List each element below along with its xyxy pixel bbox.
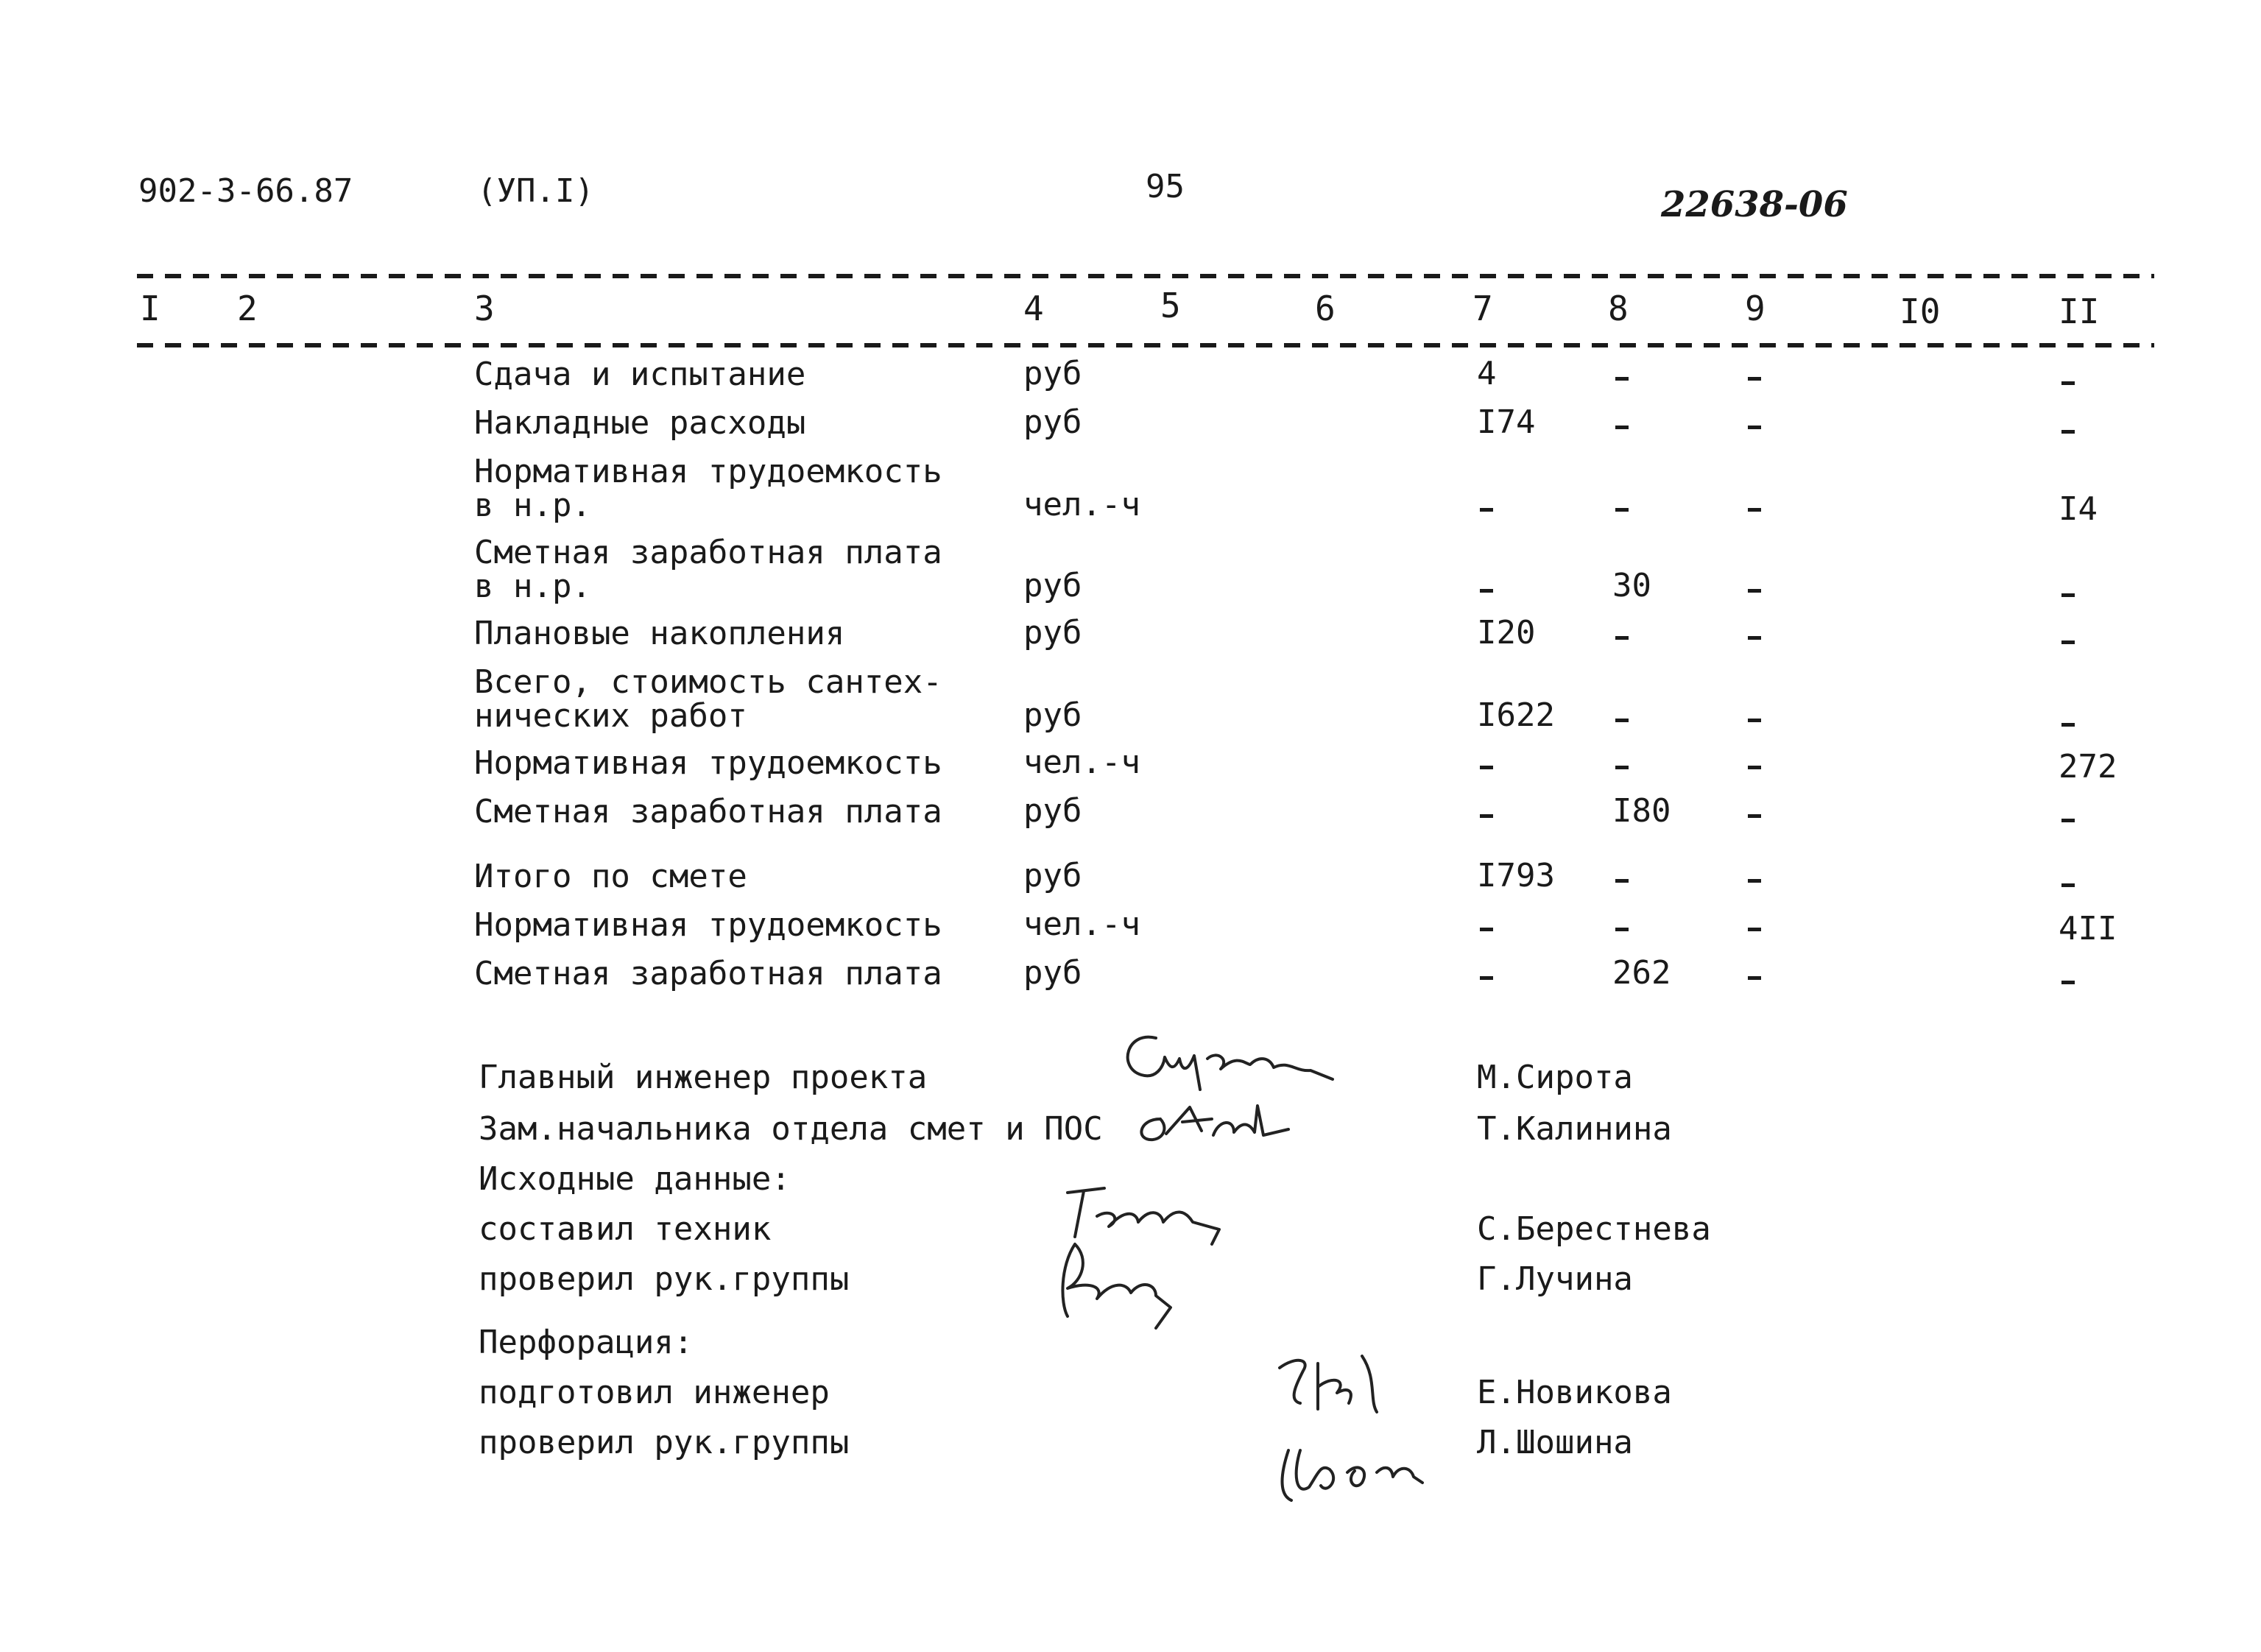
dash-mark (1615, 426, 1629, 429)
page-number: 95 (1146, 168, 1185, 205)
row-name: Итого по смете (474, 858, 747, 895)
dash-mark (2061, 593, 2075, 597)
signature-kalinina-handwritten (1131, 1097, 1293, 1156)
dash-mark (1615, 879, 1629, 883)
dash-mark (1748, 814, 1761, 818)
dash-mark (2061, 883, 2075, 887)
dash-mark (1480, 814, 1493, 818)
signature-novikova-handwritten (1266, 1341, 1391, 1422)
dash-mark (1480, 589, 1493, 593)
row-name: Всего, стоимость сантех- нических работ (474, 663, 942, 735)
row-col7: I622 (1477, 696, 1555, 734)
row-unit: руб (1023, 857, 1082, 894)
album-label: (УП.I) (477, 172, 594, 210)
col-number: 6 (1315, 289, 1336, 328)
row-unit: руб (1023, 614, 1082, 652)
signature-luchina-handwritten (1045, 1237, 1193, 1332)
signature-role: Перфорация: (479, 1324, 694, 1361)
dash-mark (2061, 640, 2075, 644)
dash-mark (1480, 928, 1493, 931)
table-top-rule (137, 274, 2154, 278)
dash-mark (1748, 377, 1761, 381)
signature-role: Главный инженер проекта (479, 1059, 928, 1096)
dash-mark (1748, 766, 1761, 769)
dash-mark (1748, 508, 1761, 512)
signature-name: М.Сирота (1477, 1059, 1633, 1096)
dash-mark (1615, 377, 1629, 381)
col-number: 8 (1608, 289, 1629, 328)
dash-mark (1748, 879, 1761, 883)
dash-mark (1480, 976, 1493, 980)
row-unit: чел.-ч (1023, 486, 1140, 523)
col-number: II (2059, 292, 2100, 331)
dash-mark (1615, 508, 1629, 512)
row-col11: 4II (2059, 910, 2117, 947)
row-col8: I80 (1612, 792, 1671, 830)
dash-mark (1615, 766, 1629, 769)
dash-mark (2061, 819, 2075, 822)
col-number: 5 (1160, 286, 1181, 325)
signature-name: Г.Лучина (1477, 1260, 1633, 1298)
dash-mark (1615, 636, 1629, 640)
dash-mark (1480, 508, 1493, 512)
row-unit: руб (1023, 696, 1082, 734)
dash-mark (1480, 766, 1493, 769)
row-unit: чел.-ч (1023, 906, 1140, 943)
row-unit: руб (1023, 567, 1082, 604)
signature-role: проверил рук.группы (479, 1424, 850, 1461)
row-col8: 30 (1612, 567, 1651, 604)
row-col7: I793 (1477, 857, 1555, 894)
row-col11: 272 (2059, 748, 2117, 786)
row-name: Сметная заработная плата (474, 793, 942, 830)
dash-mark (1615, 719, 1629, 722)
row-unit: руб (1023, 792, 1082, 830)
dash-mark (1748, 426, 1761, 429)
row-col11: I4 (2059, 490, 2098, 528)
table-header-rule (137, 343, 2154, 347)
dash-mark (1748, 589, 1761, 593)
row-unit: руб (1023, 954, 1082, 992)
row-name: Накладные расходы (474, 404, 806, 442)
signature-name: С.Берестнева (1477, 1210, 1711, 1248)
row-unit: чел.-ч (1023, 744, 1140, 781)
doc-number: 22638-06 (1661, 184, 1848, 225)
signature-name: Л.Шошина (1477, 1424, 1633, 1461)
signature-role: Зам.начальника отдела смет и ПОС (479, 1110, 1103, 1148)
row-name: Нормативная трудоемкость (474, 906, 942, 944)
dash-mark (1748, 928, 1761, 931)
dash-mark (2061, 381, 2075, 385)
col-number: 3 (474, 289, 495, 328)
row-name: Сдача и испытание (474, 356, 806, 393)
row-unit: руб (1023, 355, 1082, 392)
row-col7: I74 (1477, 403, 1536, 441)
row-col7: 4 (1477, 355, 1497, 392)
signature-name: Т.Калинина (1477, 1110, 1672, 1148)
doc-code: 902-3-66.87 (138, 172, 353, 210)
row-name: Нормативная трудоемкость (474, 744, 942, 782)
row-name: Нормативная трудоемкость в н.р. (474, 453, 942, 524)
row-col7: I20 (1477, 614, 1536, 652)
dash-mark (2061, 981, 2075, 984)
col-number: I (140, 289, 161, 328)
row-name: Плановые накопления (474, 615, 845, 652)
signature-role: проверил рук.группы (479, 1260, 850, 1298)
signature-role: составил техник (479, 1210, 772, 1248)
row-name: Сметная заработная плата в н.р. (474, 534, 942, 605)
dash-mark (1748, 976, 1761, 980)
dash-mark (1748, 719, 1761, 722)
row-unit: руб (1023, 403, 1082, 441)
col-number: I0 (1900, 292, 1941, 331)
signature-shoshina-handwritten (1266, 1428, 1436, 1509)
col-number: 7 (1472, 289, 1493, 328)
dash-mark (2061, 723, 2075, 727)
signature-role: подготовил инженер (479, 1374, 830, 1411)
col-number: 9 (1745, 289, 1766, 328)
signature-name: Е.Новикова (1477, 1374, 1672, 1411)
row-name: Сметная заработная плата (474, 955, 942, 992)
col-number: 2 (237, 289, 258, 328)
col-number: 4 (1023, 289, 1044, 328)
dash-mark (1748, 636, 1761, 640)
dash-mark (2061, 430, 2075, 434)
dash-mark (1615, 928, 1629, 931)
row-col8: 262 (1612, 954, 1671, 992)
signature-role: Исходные данные: (479, 1160, 791, 1198)
